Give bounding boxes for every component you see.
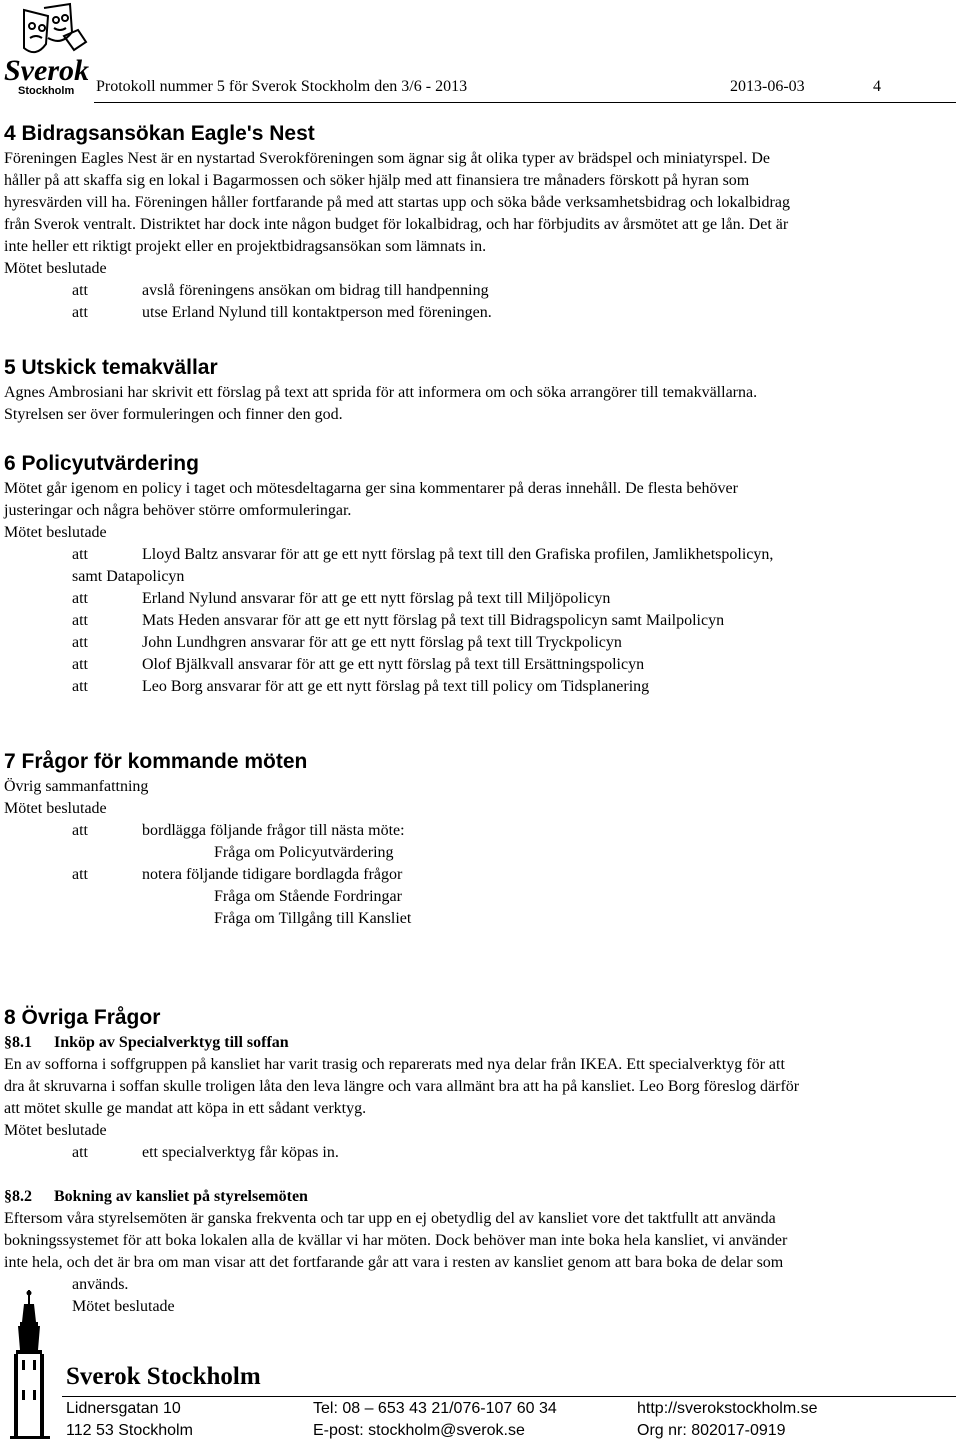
- subsection-heading: [4, 1186, 799, 1208]
- section-7: [4, 748, 411, 930]
- section-heading: 7 Frågor för kommande möten: [4, 750, 308, 773]
- text-line: inte hela, och det är bra om man visar att det fortfarande går att vara i resten av kansliet genom att bara boka de delar som: [4, 1254, 784, 1271]
- text-line: Mötet går igenom en policy i taget och mötesdeltagarna ger sina kommentarer på deras innehåll. De flesta behöver: [4, 480, 738, 497]
- sverok-logo: [2, 2, 94, 98]
- text-line: inte heller ett riktigt projekt eller en projektbidragsansökan som lämnats in.: [4, 238, 487, 255]
- text-line: Styrelsen ser över formuleringen och finner den god.: [4, 406, 343, 423]
- decided-label: Mötet beslutade: [4, 260, 107, 277]
- tabled-question: Fråga om Policyutvärdering: [214, 844, 394, 861]
- svg-text:Stockholm: Stockholm: [18, 85, 75, 97]
- att-label: att: [72, 822, 88, 839]
- decision-item: [4, 610, 773, 632]
- decision-continuation: samt Datapolicyn: [72, 568, 185, 585]
- subsection-number: §8.2: [4, 1188, 32, 1205]
- decision-text: notera följande tidigare bordlagda frågor: [142, 866, 403, 883]
- subsection-title: Inköp av Specialverktyg till soffan: [54, 1034, 289, 1051]
- text-line: att mötet skulle ge mandat att köpa in ett sådant verktyg.: [4, 1100, 367, 1117]
- text-line: hyresvärden vill ha. Föreningen håller fortfarande på med att startas upp och söka både verksamhetsbidrag och lokalbidrag: [4, 194, 790, 211]
- decided-label: Mötet beslutade: [4, 800, 107, 817]
- footer-phone: Tel: 08 – 653 43 21/076-107 60 34: [313, 1400, 557, 1417]
- text-line: Eftersom våra styrelsemöten är ganska frekventa och tar upp en ej obetydlig del av kansliet vore det taktfullt att använda: [4, 1210, 776, 1227]
- att-label: att: [72, 546, 88, 563]
- decision-text: Erland Nylund ansvarar för att ge ett nytt förslag på text till Miljöpolicyn: [142, 590, 611, 607]
- header-date: 2013-06-03: [730, 78, 805, 95]
- att-label: att: [72, 282, 88, 299]
- text-line: Föreningen Eagles Nest är en nystartad Sverokföreningen som ägnar sig åt olika typer av brädspel och miniatyrspel. De: [4, 150, 770, 167]
- decision-text: Mats Heden ansvarar för att ge ett nytt förslag på text till Bidragspolicyn samt Mailpolicyn: [142, 612, 725, 629]
- decision-text: Leo Borg ansvarar för att ge ett nytt förslag på text till policy om Tidsplanering: [142, 678, 650, 695]
- att-label: att: [72, 656, 88, 673]
- att-label: att: [72, 612, 88, 629]
- text-line: från Sverok ventralt. Distriktet har dock inte någon budget för lokalbidrag, och har förbjudits av årsmötet att ge lån. Det är: [4, 216, 789, 233]
- decided-label: Mötet beslutade: [4, 524, 107, 541]
- organization-name: Sverok Stockholm: [66, 1363, 261, 1390]
- att-label: att: [72, 866, 88, 883]
- footer-website: http://sverokstockholm.se: [637, 1400, 818, 1417]
- header-divider: [94, 102, 956, 103]
- decision-text: avslå föreningens ansökan om bidrag till handpenning: [142, 282, 489, 299]
- att-label: att: [72, 304, 88, 321]
- decision-text: John Lundhgren ansvarar för att ge ett nytt förslag på text till Tryckpolicyn: [142, 634, 622, 651]
- summary-label: Övrig sammanfattning: [4, 778, 149, 795]
- decision-text: Lloyd Baltz ansvarar för att ge ett nytt förslag på text till den Grafiska profilen, Jamlikhetspolicyn,: [142, 546, 774, 563]
- decision-item: [4, 280, 956, 302]
- subsection-title: Bokning av kansliet på styrelsemöten: [54, 1188, 308, 1205]
- att-label: att: [72, 1144, 88, 1161]
- section-heading: 6 Policyutvärdering: [4, 452, 199, 475]
- tabled-question: Fråga om Stående Fordringar: [214, 888, 402, 905]
- text-line: dra åt skruvarna i soffan skulle troligen låta den leva längre och vara allmänt bra att ha på kansliet. Leo Borg föreslog därför: [4, 1078, 800, 1095]
- tabled-question: Fråga om Tillgång till Kansliet: [214, 910, 412, 927]
- subsection-number: §8.1: [4, 1034, 32, 1051]
- text-line: används.: [72, 1276, 129, 1293]
- decision-item: [4, 820, 411, 842]
- decision-item: [4, 302, 956, 324]
- text-line: justeringar och några behöver större omformuleringar.: [4, 502, 352, 519]
- decision-text: Olof Bjälkvall ansvarar för att ge ett nytt förslag på text till Ersättningspolicyn: [142, 656, 645, 673]
- section-heading: 4 Bidragsansökan Eagle's Nest: [4, 122, 315, 145]
- svg-text:Sverok: Sverok: [4, 54, 89, 87]
- header-title: Protokoll nummer 5 för Sverok Stockholm den 3/6 - 2013: [96, 78, 468, 95]
- page-number: 4: [873, 78, 881, 95]
- footer-org-number: Org nr: 802017-0919: [637, 1422, 786, 1439]
- text-line: Agnes Ambrosiani har skrivit ett förslag på text att sprida för att informera om och söka arrangörer till temakvällarna.: [4, 384, 758, 401]
- section-4: [4, 120, 956, 324]
- section-8: [4, 1004, 799, 1318]
- text-line: håller på att skaffa sig en lokal i Bagarmossen och söker hjälp med att finansiera tre månaders förskott på hyran som: [4, 172, 750, 189]
- att-label: att: [72, 590, 88, 607]
- decision-item: [4, 676, 773, 698]
- section-6: [4, 450, 773, 698]
- att-label: att: [72, 678, 88, 695]
- page-header: [0, 0, 960, 104]
- section-5: [4, 354, 757, 426]
- att-label: att: [72, 634, 88, 651]
- text-line: bokningssystemet för att boka lokalen alla de kvällar vi har möten. Dock behöver man inte boka hela kansliet, vi använder: [4, 1232, 788, 1249]
- section-heading: 5 Utskick temakvällar: [4, 356, 218, 379]
- decision-item: [4, 654, 773, 676]
- decision-text: bordlägga följande frågor till nästa möte:: [142, 822, 405, 839]
- decision-text: ett specialverktyg får köpas in.: [142, 1144, 339, 1161]
- section-text: [4, 148, 956, 258]
- decided-label: Mötet beslutade: [72, 1298, 175, 1315]
- decided-label: Mötet beslutade: [4, 1122, 107, 1139]
- footer-email: E-post: stockholm@sverok.se: [313, 1422, 525, 1439]
- decision-item: [4, 864, 411, 886]
- decision-text: utse Erland Nylund till kontaktperson med föreningen.: [142, 304, 492, 321]
- text-line: En av sofforna i soffgruppen på kansliet har varit trasig och reparerats med nya delar från IKEA. Ett specialverktyg för att: [4, 1056, 785, 1073]
- page-footer: [0, 1290, 960, 1448]
- footer-address-city: 112 53 Stockholm: [66, 1422, 193, 1439]
- footer-divider: [62, 1396, 956, 1397]
- subsection-heading: [4, 1032, 799, 1054]
- decision-item: [4, 588, 773, 610]
- footer-address-street: Lidnersgatan 10: [66, 1400, 181, 1417]
- decision-item: [4, 544, 773, 566]
- city-hall-tower-icon: [6, 1290, 56, 1440]
- section-heading: 8 Övriga Frågor: [4, 1006, 161, 1029]
- decision-item: [4, 1142, 799, 1164]
- decision-item: [4, 632, 773, 654]
